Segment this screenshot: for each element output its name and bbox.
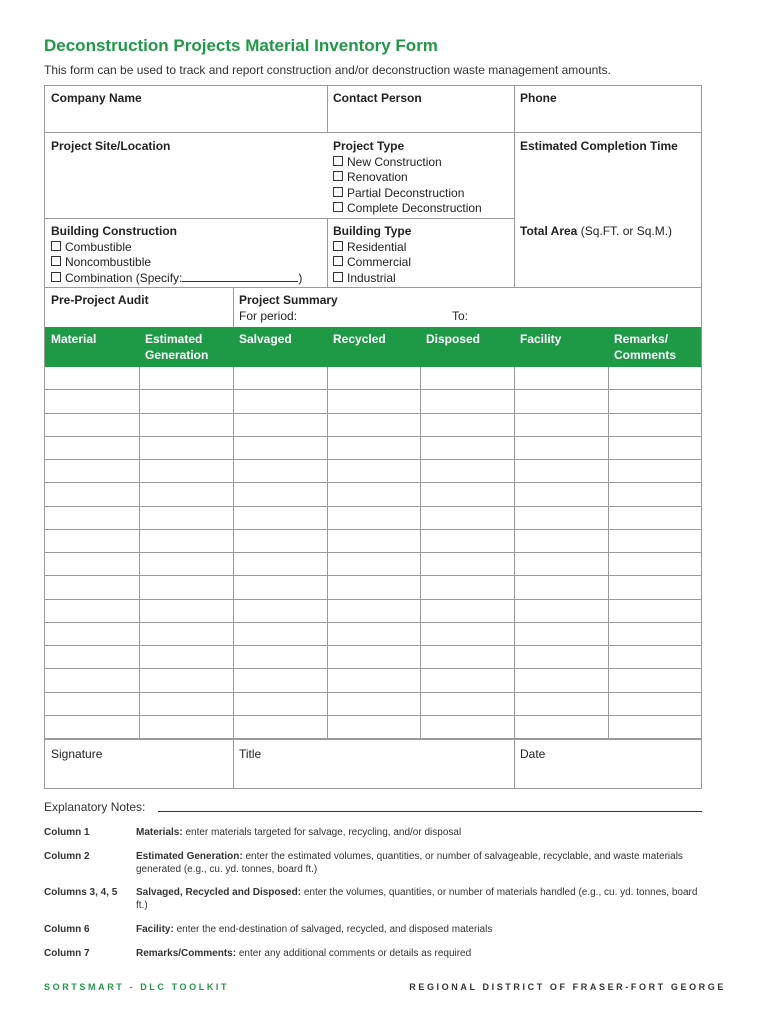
table-cell-input[interactable] <box>45 623 139 645</box>
footer-district: REGIONAL DISTRICT OF FRASER-FORT GEORGE <box>409 982 726 992</box>
table-cell-input[interactable] <box>139 414 233 436</box>
note-description <box>136 886 702 912</box>
table-row <box>45 646 701 669</box>
table-cell-input[interactable] <box>139 390 233 412</box>
checkbox-icon <box>333 156 343 166</box>
table-cell-input[interactable] <box>327 530 420 552</box>
table-cell-input[interactable] <box>45 646 139 668</box>
table-cell-input[interactable] <box>139 553 233 575</box>
contact-person-field[interactable] <box>327 86 514 112</box>
table-cell-input[interactable] <box>233 390 327 412</box>
table-cell-input[interactable] <box>327 553 420 575</box>
estimated-completion-field[interactable] <box>514 134 701 160</box>
table-cell-input[interactable] <box>420 600 514 622</box>
column-header <box>614 332 676 363</box>
note-column-label: Column 1 <box>44 827 90 838</box>
table-cell-input[interactable] <box>45 553 139 575</box>
table-row <box>45 693 701 716</box>
table-row <box>45 367 701 390</box>
table-cell-input[interactable] <box>45 437 139 459</box>
checkbox-icon <box>333 272 343 282</box>
table-cell-input[interactable] <box>514 437 608 459</box>
table-cell-input[interactable] <box>514 530 608 552</box>
table-cell-input[interactable] <box>420 646 514 668</box>
form-subtitle: This form can be used to track and report construction and/or deconstruction waste management amounts. <box>44 63 611 77</box>
column-header-text: Facility <box>520 332 562 346</box>
total-area-unit: (Sq.FT. or Sq.M.) <box>580 224 673 238</box>
table-cell-input[interactable] <box>45 507 139 529</box>
table-cell-input[interactable] <box>233 507 327 529</box>
note-term: Remarks/Comments: <box>136 948 237 959</box>
table-cell-input[interactable] <box>608 414 701 436</box>
table-cell-input[interactable] <box>139 367 233 389</box>
project-summary-label: Project Summary <box>239 293 338 307</box>
building-type-label: Building Type <box>333 224 412 238</box>
column-header-text: Material <box>51 332 97 346</box>
note-column-label: Column 7 <box>44 948 90 959</box>
table-cell-input[interactable] <box>327 483 420 505</box>
table-cell-input[interactable] <box>327 716 420 738</box>
table-cell-input[interactable] <box>608 460 701 482</box>
table-cell-input[interactable] <box>233 716 327 738</box>
table-row <box>45 716 701 739</box>
checkbox-residential[interactable]: Residential <box>333 240 508 256</box>
table-cell-input[interactable] <box>608 600 701 622</box>
table-row <box>45 483 701 506</box>
table-row <box>45 460 701 483</box>
period-to-label: To: <box>452 308 469 323</box>
table-cell-input[interactable] <box>514 553 608 575</box>
table-cell-input[interactable] <box>233 460 327 482</box>
table-cell-input[interactable] <box>608 367 701 389</box>
table-cell-input[interactable] <box>139 693 233 715</box>
table-cell-input[interactable] <box>233 553 327 575</box>
table-cell-input[interactable] <box>327 414 420 436</box>
table-cell-input[interactable] <box>45 483 139 505</box>
checkbox-complete-deconstruction[interactable]: Complete Deconstruction <box>333 201 508 217</box>
column-header <box>51 332 96 348</box>
note-term: Materials: <box>136 827 183 838</box>
combination-specify-input[interactable] <box>182 271 298 282</box>
table-cell-input[interactable] <box>514 576 608 598</box>
table-cell-input[interactable] <box>514 460 608 482</box>
table-cell-input[interactable] <box>608 437 701 459</box>
table-cell-input[interactable] <box>420 507 514 529</box>
table-cell-input[interactable] <box>45 414 139 436</box>
table-cell-input[interactable] <box>139 600 233 622</box>
table-cell-input[interactable] <box>514 693 608 715</box>
note-text: enter the estimated volumes, quantities, or number of salvageable, recyclable, and waste materials generated (e.g., cu. yd. tonnes, board ft.) <box>136 851 683 875</box>
table-cell-input[interactable] <box>420 553 514 575</box>
signature-label: Signature <box>51 747 103 761</box>
table-cell-input[interactable] <box>420 460 514 482</box>
note-term: Salvaged, Recycled and Disposed: <box>136 887 302 898</box>
checkbox-partial-deconstruction[interactable]: Partial Deconstruction <box>333 186 508 202</box>
note-row <box>44 947 704 977</box>
table-cell-input[interactable] <box>139 530 233 552</box>
table-cell-input[interactable] <box>608 646 701 668</box>
table-cell-input[interactable] <box>608 576 701 598</box>
title-field[interactable] <box>233 742 514 768</box>
note-description <box>136 850 702 876</box>
table-cell-input[interactable] <box>420 367 514 389</box>
note-column-label: Column 6 <box>44 924 90 935</box>
phone-label: Phone <box>520 91 557 105</box>
inventory-form <box>44 85 702 789</box>
note-description <box>136 947 702 960</box>
table-cell-input[interactable] <box>420 669 514 691</box>
project-site-label: Project Site/Location <box>51 139 171 153</box>
table-cell-input[interactable] <box>45 716 139 738</box>
form-title: Deconstruction Projects Material Inventory Form <box>44 36 438 55</box>
table-cell-input[interactable] <box>514 716 608 738</box>
table-cell-input[interactable] <box>45 390 139 412</box>
table-cell-input[interactable] <box>327 390 420 412</box>
table-cell-input[interactable] <box>327 437 420 459</box>
table-cell-input[interactable] <box>514 483 608 505</box>
project-site-field[interactable] <box>45 134 327 160</box>
table-cell-input[interactable] <box>514 669 608 691</box>
table-row <box>45 390 701 413</box>
checkbox-renovation[interactable]: Renovation <box>333 170 508 186</box>
table-row <box>45 553 701 576</box>
column-header-text: Recycled <box>333 332 386 346</box>
table-cell-input[interactable] <box>45 530 139 552</box>
table-cell-input[interactable] <box>45 460 139 482</box>
column-header <box>145 332 208 363</box>
checkbox-icon <box>333 187 343 197</box>
table-cell-input[interactable] <box>327 600 420 622</box>
note-column-label: Column 2 <box>44 851 90 862</box>
project-type-label: Project Type <box>333 139 405 153</box>
table-cell-input[interactable] <box>327 623 420 645</box>
checkbox-icon <box>51 241 61 251</box>
note-column-label: Columns 3, 4, 5 <box>44 887 118 898</box>
pre-project-audit-label: Pre-Project Audit <box>51 293 149 307</box>
table-cell-input[interactable] <box>514 414 608 436</box>
table-cell-input[interactable] <box>608 530 701 552</box>
contact-person-label: Contact Person <box>333 91 422 105</box>
title-label: Title <box>239 747 262 761</box>
table-cell-input[interactable] <box>139 623 233 645</box>
table-row <box>45 414 701 437</box>
table-cell-input[interactable] <box>139 669 233 691</box>
table-cell-input[interactable] <box>514 367 608 389</box>
table-cell-input[interactable] <box>327 460 420 482</box>
table-cell-input[interactable] <box>608 483 701 505</box>
table-cell-input[interactable] <box>45 576 139 598</box>
table-cell-input[interactable] <box>139 716 233 738</box>
table-cell-input[interactable] <box>327 693 420 715</box>
column-header-text: Estimated <box>145 332 203 346</box>
building-type-group <box>327 219 514 291</box>
column-header-text: Salvaged <box>239 332 292 346</box>
checkbox-commercial[interactable]: Commercial <box>333 255 508 271</box>
table-cell-input[interactable] <box>233 669 327 691</box>
company-name-label: Company Name <box>51 91 142 105</box>
building-construction-label: Building Construction <box>51 224 177 238</box>
table-cell-input[interactable] <box>327 576 420 598</box>
table-cell-input[interactable] <box>233 530 327 552</box>
table-cell-input[interactable] <box>608 716 701 738</box>
table-cell-input[interactable] <box>420 414 514 436</box>
table-cell-input[interactable] <box>514 600 608 622</box>
checkbox-icon <box>333 256 343 266</box>
note-text: enter the volumes, quantities, or number of materials handled (e.g., cu. yd. tonnes, board ft.) <box>136 887 698 911</box>
estimated-completion-label: Estimated Completion Time <box>520 139 678 153</box>
table-cell-input[interactable] <box>514 623 608 645</box>
table-cell-input[interactable] <box>420 716 514 738</box>
table-cell-input[interactable] <box>420 693 514 715</box>
note-term: Estimated Generation: <box>136 851 243 862</box>
note-term: Facility: <box>136 924 174 935</box>
checkbox-industrial[interactable]: Industrial <box>333 271 508 287</box>
table-cell-input[interactable] <box>139 646 233 668</box>
column-header <box>333 332 386 348</box>
column-header-text: Disposed <box>426 332 481 346</box>
table-row <box>45 437 701 460</box>
phone-field[interactable] <box>514 86 701 112</box>
notes-underline <box>158 811 702 812</box>
checkbox-icon <box>333 241 343 251</box>
note-description <box>136 826 702 839</box>
table-cell-input[interactable] <box>233 623 327 645</box>
table-cell-input[interactable] <box>327 646 420 668</box>
table-cell-input[interactable] <box>420 530 514 552</box>
checkbox-noncombustible[interactable]: Noncombustible <box>51 255 321 271</box>
note-text: enter materials targeted for salvage, recycling, and/or disposal <box>185 827 462 838</box>
table-cell-input[interactable] <box>327 669 420 691</box>
table-cell-input[interactable] <box>608 507 701 529</box>
table-cell-input[interactable] <box>514 646 608 668</box>
table-cell-input[interactable] <box>139 437 233 459</box>
pre-project-audit-field[interactable] <box>45 288 233 314</box>
note-text: enter any additional comments or details as required <box>238 948 472 959</box>
table-cell-input[interactable] <box>233 414 327 436</box>
table-cell-input[interactable] <box>139 483 233 505</box>
footer-toolkit: SORTSMART - DLC TOOLKIT <box>44 982 230 992</box>
period-from-label: For period: <box>239 308 298 323</box>
table-cell-input[interactable] <box>608 623 701 645</box>
note-row <box>44 850 704 880</box>
date-field[interactable] <box>514 742 701 768</box>
table-cell-input[interactable] <box>233 483 327 505</box>
table-cell-input[interactable] <box>139 507 233 529</box>
table-row <box>45 530 701 553</box>
table-cell-input[interactable] <box>139 576 233 598</box>
table-cell-input[interactable] <box>420 390 514 412</box>
table-cell-input[interactable] <box>45 600 139 622</box>
explanatory-notes-label: Explanatory Notes: <box>44 800 146 814</box>
table-cell-input[interactable] <box>327 367 420 389</box>
checkbox-icon <box>333 202 343 212</box>
table-cell-input[interactable] <box>608 669 701 691</box>
column-header-text: Remarks/ <box>614 332 669 346</box>
column-header <box>520 332 561 348</box>
table-cell-input[interactable] <box>608 693 701 715</box>
checkbox-combination[interactable]: Combination (Specify: ) <box>51 271 321 287</box>
table-cell-input[interactable] <box>233 646 327 668</box>
project-type-group <box>327 134 514 222</box>
table-cell-input[interactable] <box>233 693 327 715</box>
table-cell-input[interactable] <box>233 367 327 389</box>
note-text: enter the end-destination of salvaged, recycled, and disposed materials <box>176 924 493 935</box>
building-construction-group <box>45 219 327 291</box>
table-cell-input[interactable] <box>139 460 233 482</box>
column-header <box>426 332 480 348</box>
company-name-field[interactable] <box>45 86 327 112</box>
table-cell-input[interactable] <box>420 437 514 459</box>
table-cell-input[interactable] <box>233 600 327 622</box>
table-cell-input[interactable] <box>45 693 139 715</box>
checkbox-icon <box>333 171 343 181</box>
table-cell-input[interactable] <box>233 437 327 459</box>
signature-field[interactable] <box>45 742 233 768</box>
table-cell-input[interactable] <box>420 623 514 645</box>
note-row <box>44 886 704 916</box>
table-row <box>45 669 701 692</box>
project-summary-field <box>233 288 701 329</box>
table-row <box>45 623 701 646</box>
date-label: Date <box>520 747 546 761</box>
table-cell-input[interactable] <box>420 483 514 505</box>
checkbox-icon <box>51 256 61 266</box>
checkbox-combustible[interactable]: Combustible <box>51 240 321 256</box>
table-cell-input[interactable] <box>420 576 514 598</box>
table-cell-input[interactable] <box>327 507 420 529</box>
table-cell-input[interactable] <box>608 553 701 575</box>
table-cell-input[interactable] <box>514 390 608 412</box>
column-header-text: Generation <box>145 347 209 362</box>
checkbox-new-construction[interactable]: New Construction <box>333 155 508 171</box>
total-area-label: Total Area <box>520 224 578 238</box>
checkbox-icon <box>51 272 61 282</box>
total-area-field[interactable] <box>514 219 701 245</box>
table-cell-input[interactable] <box>608 390 701 412</box>
table-cell-input[interactable] <box>514 507 608 529</box>
note-description <box>136 923 702 936</box>
table-row <box>45 576 701 599</box>
table-cell-input[interactable] <box>45 669 139 691</box>
column-header <box>239 332 292 348</box>
table-row <box>45 507 701 530</box>
table-cell-input[interactable] <box>45 367 139 389</box>
table-cell-input[interactable] <box>233 576 327 598</box>
column-header-text: Comments <box>614 347 677 362</box>
table-row <box>45 600 701 623</box>
